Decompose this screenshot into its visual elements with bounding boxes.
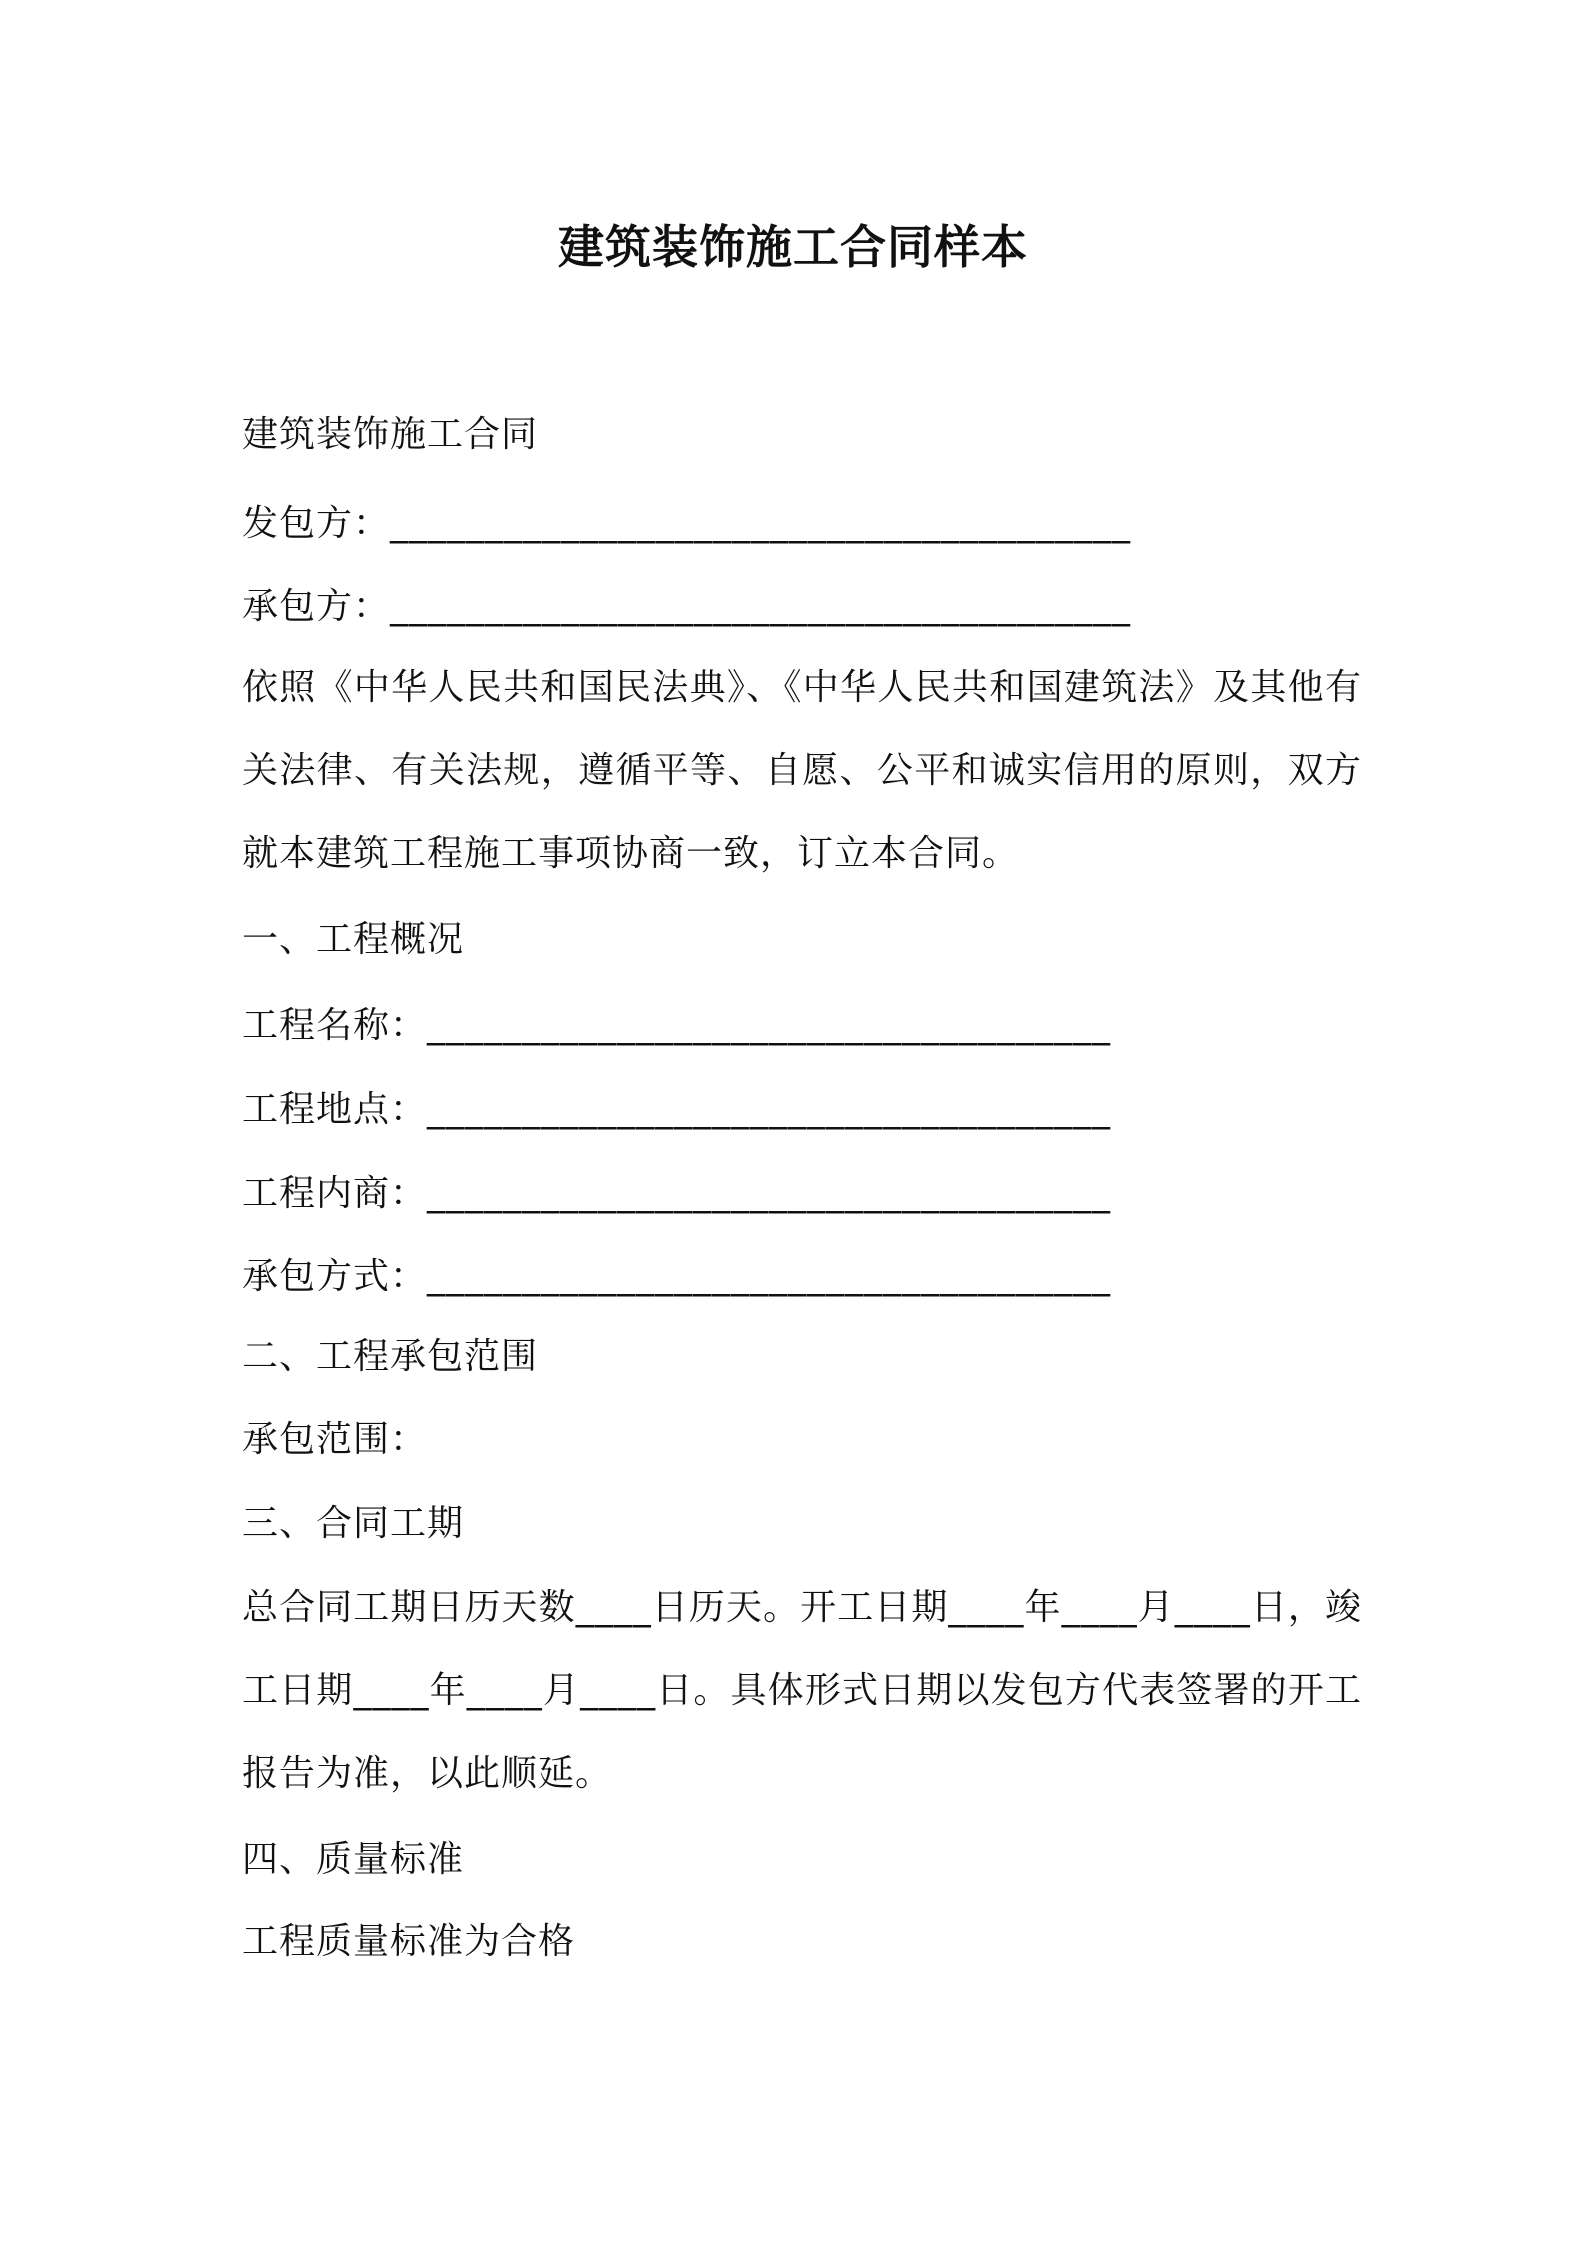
section-1-heading: 一、工程概况 (242, 919, 465, 960)
contract-subtitle: 建筑装饰施工合同 (242, 414, 539, 455)
project-content-line: 工程内商：____________________________________ (242, 1173, 1112, 1214)
section-4-heading: 四、质量标准 (242, 1839, 465, 1880)
quality-standard-text: 工程质量标准为合格 (242, 1921, 576, 1962)
schedule-paragraph: 总合同工期日历天数____日历天。开工日期____年____月____日，竣工日期____年____月____日。具体形式日期以发包方代表签署的开工报告为准，以此顺延。 (242, 1587, 1362, 1794)
section-2-heading: 二、工程承包范围 (242, 1336, 539, 1377)
project-location-line: 工程地点：____________________________________ (242, 1089, 1112, 1130)
party-b-line: 承包方：_______________________________________ (242, 586, 1132, 627)
document-title: 建筑装饰施工合同样本 (558, 220, 1028, 274)
project-name-line: 工程名称：____________________________________ (242, 1005, 1112, 1046)
preamble-paragraph: 依照《中华人民共和国民法典》、《中华人民共和国建筑法》及其他有关法律、有关法规，遵循平等、自愿、公平和诚实信用的原则，双方就本建筑工程施工事项协商一致，订立本合同。 (242, 667, 1362, 874)
contract-method-line: 承包方式：____________________________________ (242, 1256, 1112, 1297)
section-3-heading: 三、合同工期 (242, 1503, 465, 1544)
party-a-line: 发包方：_______________________________________ (242, 503, 1132, 544)
scope-label: 承包范围： (242, 1419, 428, 1460)
